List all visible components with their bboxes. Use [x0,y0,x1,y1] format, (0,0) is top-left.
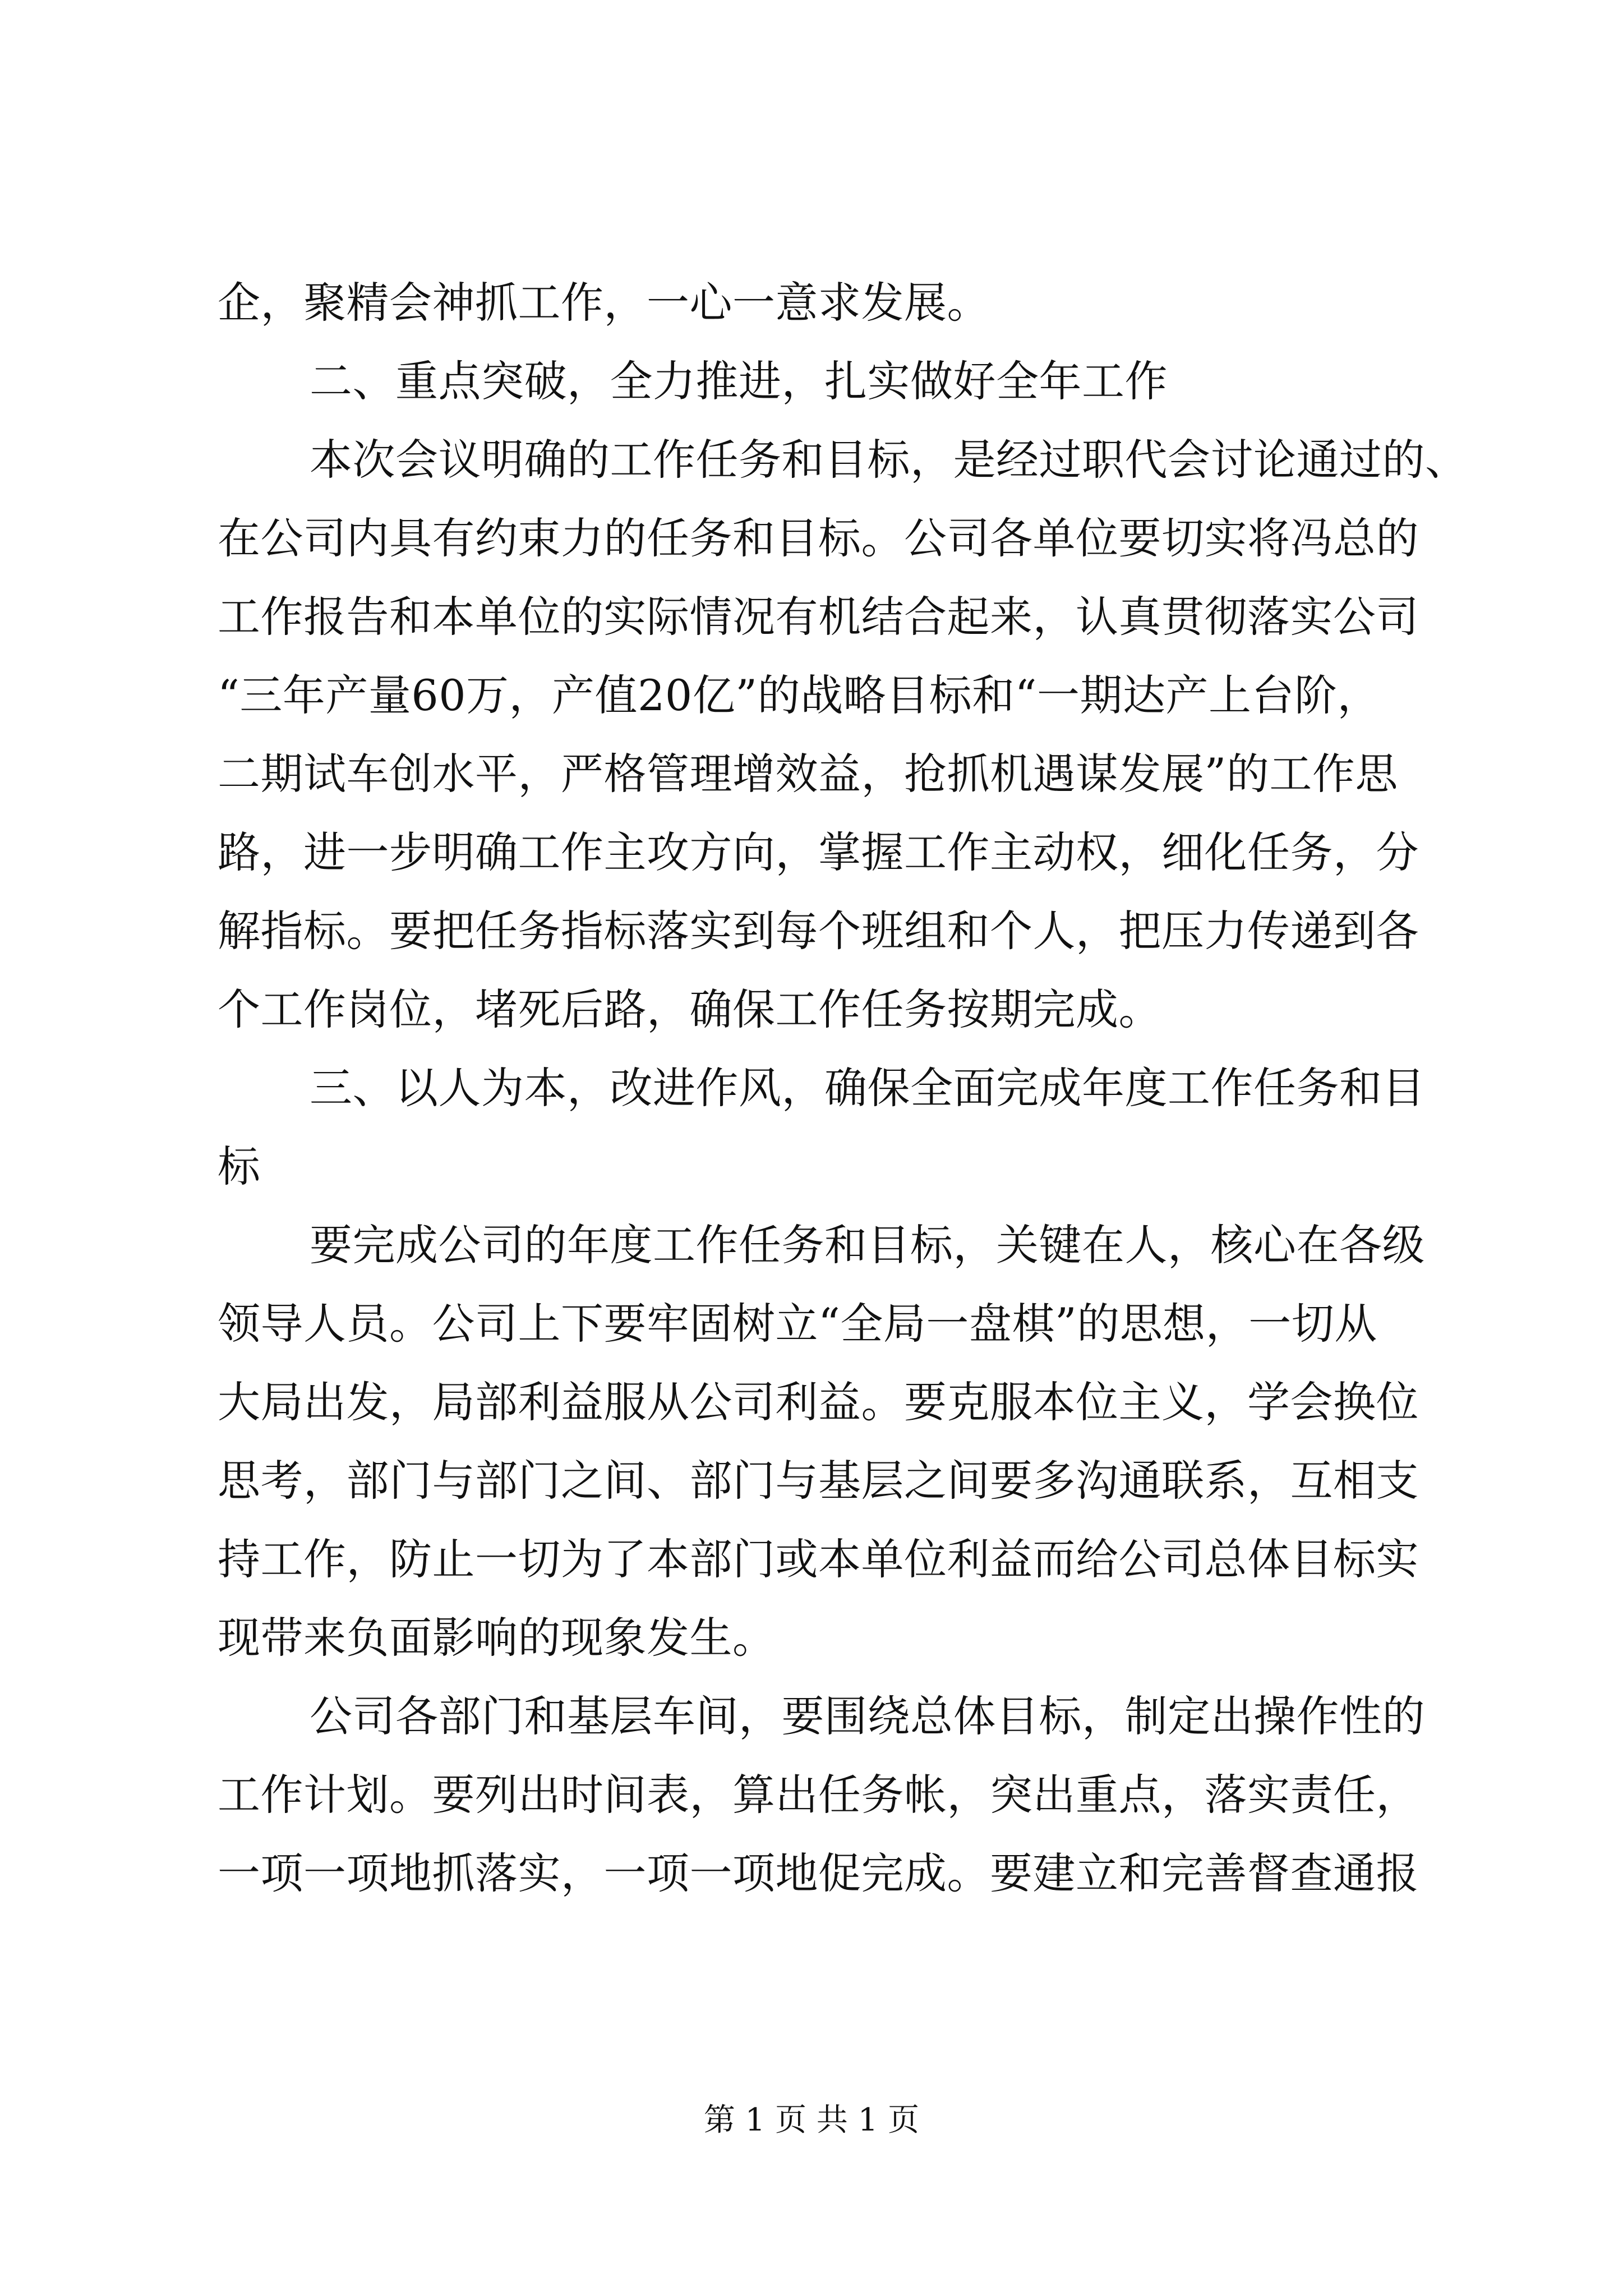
text-line: 现带来负面影响的现象发生。 [218,1613,776,1663]
text-line: 二期试车创水平，严格管理增效益，抢抓机遇谋发展”的工作思 [218,749,1398,799]
text-line: 一项一项地抓落实，一项一项地促完成。要建立和完善督查通报 [218,1848,1419,1898]
text-line: 企，聚精会神抓工作，一心一意求发展。 [218,278,990,328]
text-line: 要完成公司的年度工作任务和目标，关键在人，核心在各级 [310,1220,1425,1270]
page-footer [0,2098,1623,2143]
text-line: 本次会议明确的工作任务和目标，是经过职代会讨论通过的、 [310,435,1468,485]
text-line: 工作报告和本单位的实际情况有机结合起来，认真贯彻落实公司 [218,592,1419,642]
section-heading: 二、重点突破，全力推进，扎实做好全年工作 [310,356,1168,406]
text-line: 在公司内具有约束力的任务和目标。公司各单位要切实将冯总的 [218,513,1419,563]
text-line: 领导人员。公司上下要牢固树立“全局一盘棋”的思想，一切从 [218,1299,1377,1349]
body-text [218,264,1491,1913]
text-line: 个工作岗位，堵死后路，确保工作任务按期完成。 [218,984,1161,1034]
text-line: 持工作，防止一切为了本部门或本单位利益而给公司总体目标实 [218,1534,1419,1584]
section-heading-continued: 标 [218,1142,261,1191]
text-line: “三年产量60万，产值20亿”的战略目标和“一期达产上台阶， [218,670,1380,720]
text-line: 大局出发，局部利益服从公司利益。要克服本位主义，学会换位 [218,1377,1419,1427]
text-line: 思考，部门与部门之间、部门与基层之间要多沟通联系，互相支 [218,1456,1419,1506]
text-line: 路，进一步明确工作主攻方向，掌握工作主动权，细化任务，分 [218,827,1419,877]
section-heading: 三、以人为本，改进作风，确保全面完成年度工作任务和目 [310,1063,1425,1113]
text-line: 公司各部门和基层车间，要围绕总体目标，制定出操作性的 [310,1691,1425,1741]
page-number: 第 1 页 共 1 页 [703,2102,920,2138]
text-line: 解指标。要把任务指标落实到每个班组和个人，把压力传递到各 [218,906,1419,956]
text-line: 工作计划。要列出时间表，算出任务帐，突出重点，落实责任， [218,1770,1419,1820]
